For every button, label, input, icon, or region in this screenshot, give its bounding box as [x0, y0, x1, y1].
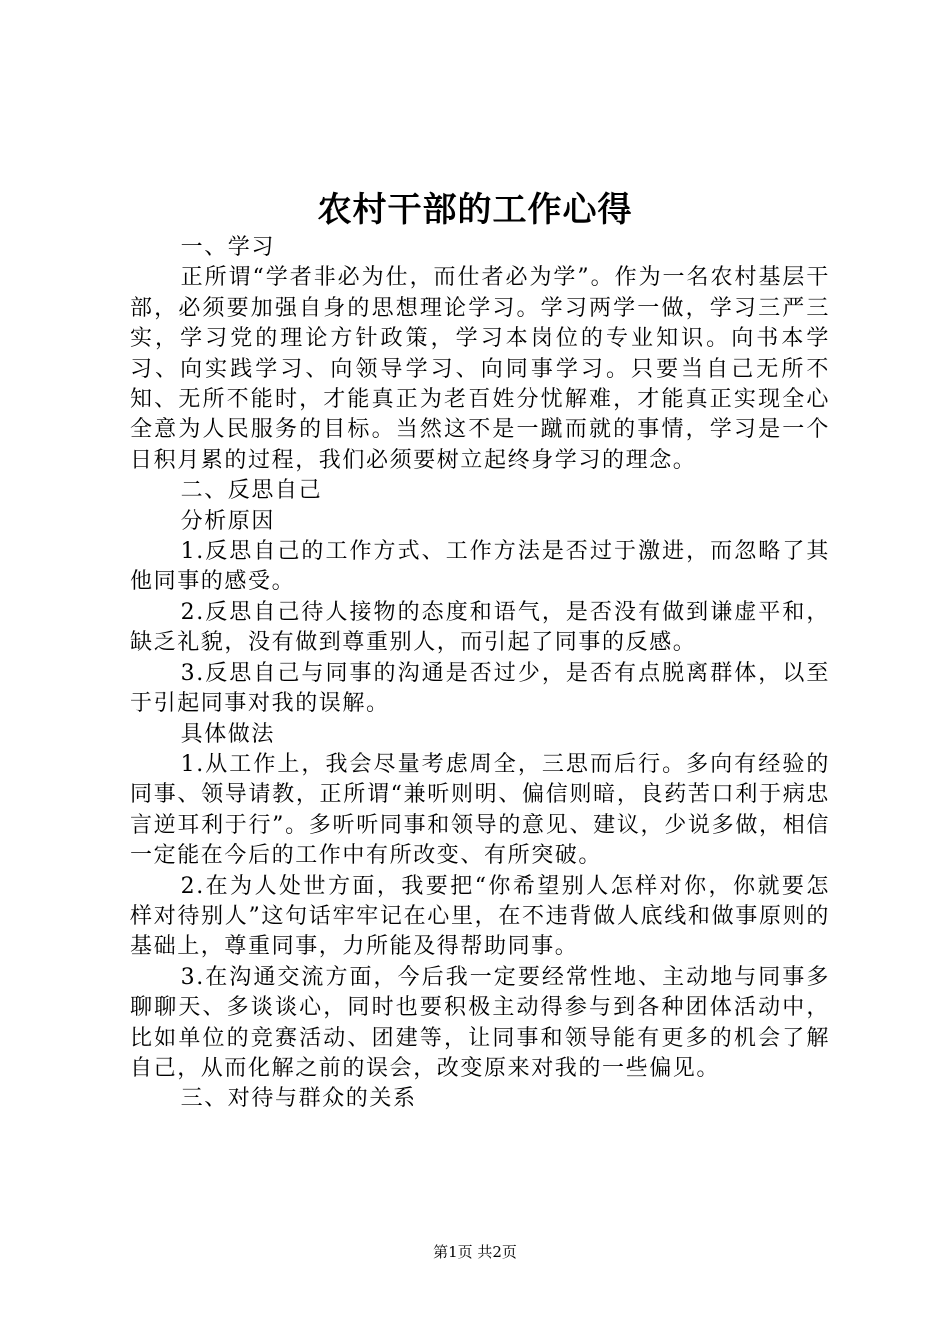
section-heading-masses: 三、对待与群众的关系: [180, 1086, 417, 1112]
paragraph-analysis-2: 2.反思自己待人接物的态度和语气，是否没有做到谦虚平和，缺乏礼貌，没有做到尊重别人，而引起了同事的反感。: [130, 599, 830, 656]
paragraph-analysis-3: 3.反思自己与同事的沟通是否过少，是否有点脱离群体，以至于引起同事对我的误解。: [130, 660, 830, 717]
page-number: 第1页 共2页: [433, 1243, 517, 1261]
document-body: [130, 233, 830, 1115]
section-heading-study: 一、学习: [180, 235, 275, 260]
subheading-analysis: 分析原因: [180, 508, 275, 534]
paragraph-practice-2: 2.在为人处世方面，我要把“你希望别人怎样对你，你就要怎样对待别人”这句话牢牢记在心里，在不违背做人底线和做事原则的基础上，尊重同事，力所能及得帮助同事。: [130, 873, 830, 960]
document-title: 农村干部的工作心得: [317, 190, 633, 230]
section-heading-reflect: 二、反思自己: [180, 478, 323, 504]
paragraph-analysis-1: 1.反思自己的工作方式、工作方法是否过于激进，而忽略了其他同事的感受。: [130, 539, 830, 595]
paragraph-practice-1: 1.从工作上，我会尽量考虑周全，三思而后行。多向有经验的同事、领导请教，正所谓“兼听则明、偏信则暗，良药苦口利于病忠言逆耳利于行”。多听听同事和领导的意见、建议，少说多做，相信一定能在今后的工作中有所改变、有所突破。: [130, 751, 830, 869]
paragraph-practice-3: 3.在沟通交流方面，今后我一定要经常性地、主动地与同事多聊聊天、多谈谈心，同时也要积极主动得参与到各种团体活动中，比如单位的竞赛活动、团建等，让同事和领导能有更多的机会了解自己，从而化解之前的误会，改变原来对我的一些偏见。: [130, 964, 830, 1081]
paragraph-study: 正所谓“学者非必为仕，而仕者必为学”。作为一名农村基层干部，必须要加强自身的思想理论学习。学习两学一做，学习三严三实，学习党的理论方针政策，学习本岗位的专业知识。向书本学习、向实践学习、向领导学习、向同事学习。只要当自己无所不知、无所不能时，才能真正为老百姓分忧解难，才能真正实现全心全意为人民服务的目标。当然这不是一蹴而就的事情，学习是一个日积月累的过程，我们必须要树立起终身学习的理念。: [130, 265, 830, 473]
subheading-practice: 具体做法: [180, 721, 275, 747]
